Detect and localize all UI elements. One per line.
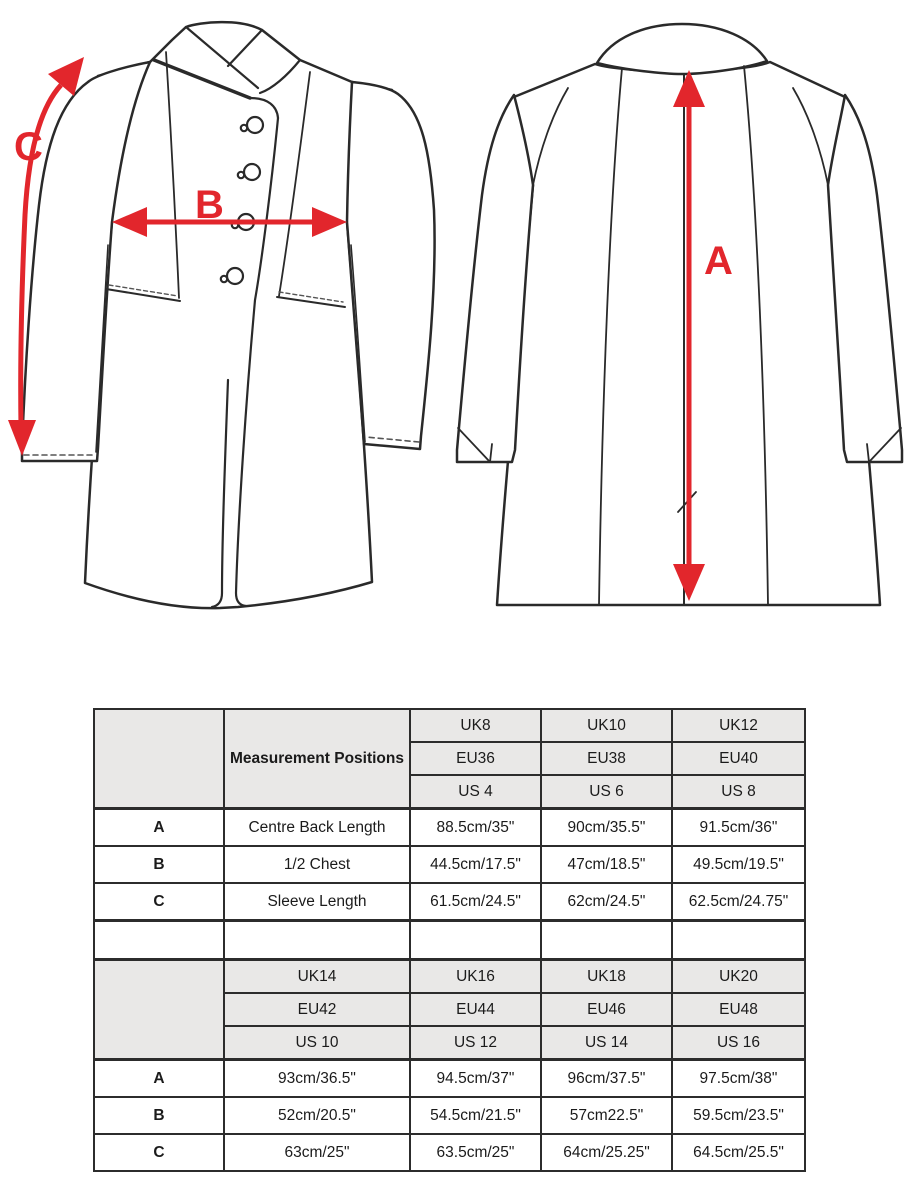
t1-header-row-uk (94, 709, 805, 742)
measure-value-cell: 59.5cm/23.5" (672, 1097, 805, 1134)
measure-value-cell: 52cm/20.5" (224, 1097, 410, 1134)
measure-value-cell: 57cm22.5" (541, 1097, 672, 1134)
size-header-cell: EU48 (672, 993, 805, 1026)
size-header-cell: EU46 (541, 993, 672, 1026)
measure-value-cell: 44.5cm/17.5" (410, 846, 541, 883)
size-header-cell: EU40 (672, 742, 805, 775)
measure-value-cell: 91.5cm/36" (672, 809, 805, 847)
measure-value-cell: 64cm/25.25" (541, 1134, 672, 1171)
measure-value-cell: 61.5cm/24.5" (410, 883, 541, 921)
measure-value-cell: 54.5cm/21.5" (410, 1097, 541, 1134)
spacer-cell (94, 921, 224, 960)
measure-value-cell: 88.5cm/35" (410, 809, 541, 847)
size-header-cell: UK18 (541, 960, 672, 994)
size-header-cell: US 16 (672, 1026, 805, 1060)
measure-value-cell: 62cm/24.5" (541, 883, 672, 921)
measure-name-cell: 1/2 Chest (224, 846, 410, 883)
measure-name-cell: Sleeve Length (224, 883, 410, 921)
size-header-cell: US 10 (224, 1026, 410, 1060)
measure-key-cell: B (94, 1097, 224, 1134)
size-header-cell: UK10 (541, 709, 672, 742)
table-spacer-row (94, 921, 805, 960)
front-right-sleeve (347, 82, 435, 449)
size-header-cell: UK12 (672, 709, 805, 742)
measure-value-cell: 90cm/35.5" (541, 809, 672, 847)
size-header-cell: US 6 (541, 775, 672, 809)
size-header-cell: UK20 (672, 960, 805, 994)
coat-back-view-drawing (457, 24, 902, 605)
measure-key-cell: A (94, 1060, 224, 1098)
t1-corner-cell (94, 709, 224, 809)
t1-row-c (94, 883, 805, 921)
measure-value-cell: 64.5cm/25.5" (672, 1134, 805, 1171)
t2-row-b (94, 1097, 805, 1134)
measure-value-cell: 63.5cm/25" (410, 1134, 541, 1171)
t2-header-row-uk (94, 960, 805, 994)
t1-row-a (94, 809, 805, 847)
measurement-label-a: A (704, 239, 733, 283)
measure-key-cell: B (94, 846, 224, 883)
spacer-cell (410, 921, 541, 960)
measure-value-cell: 97.5cm/38" (672, 1060, 805, 1098)
spacer-cell (224, 921, 410, 960)
size-header-cell: UK8 (410, 709, 541, 742)
measure-name-cell: Centre Back Length (224, 809, 410, 847)
coat-front-view-drawing (22, 22, 435, 608)
t2-row-c (94, 1134, 805, 1171)
measure-value-cell: 93cm/36.5" (224, 1060, 410, 1098)
size-header-cell: EU36 (410, 742, 541, 775)
size-chart-table (93, 708, 806, 1172)
size-header-cell: UK14 (224, 960, 410, 994)
size-header-cell: UK16 (410, 960, 541, 994)
measure-value-cell: 49.5cm/19.5" (672, 846, 805, 883)
measure-value-cell: 94.5cm/37" (410, 1060, 541, 1098)
size-chart (93, 708, 806, 1172)
measure-key-cell: C (94, 883, 224, 921)
measurement-label-b: B (195, 183, 224, 227)
size-header-cell: US 4 (410, 775, 541, 809)
size-header-cell: US 14 (541, 1026, 672, 1060)
measure-value-cell: 63cm/25" (224, 1134, 410, 1171)
measure-value-cell: 96cm/37.5" (541, 1060, 672, 1098)
size-header-cell: EU44 (410, 993, 541, 1026)
size-header-cell: EU38 (541, 742, 672, 775)
size-header-cell: EU42 (224, 993, 410, 1026)
measure-value-cell: 47cm/18.5" (541, 846, 672, 883)
spacer-cell (541, 921, 672, 960)
t1-row-b (94, 846, 805, 883)
back-collar (597, 24, 767, 74)
t1-measurement-positions-header: Measurement Positions (224, 709, 410, 809)
measure-value-cell: 62.5cm/24.75" (672, 883, 805, 921)
measure-key-cell: C (94, 1134, 224, 1171)
measure-key-cell: A (94, 809, 224, 847)
size-header-cell: US 8 (672, 775, 805, 809)
measurement-label-c: C (14, 125, 43, 169)
size-header-cell: US 12 (410, 1026, 541, 1060)
spacer-cell (672, 921, 805, 960)
t2-row-a (94, 1060, 805, 1098)
t2-corner-cell (94, 960, 224, 1060)
